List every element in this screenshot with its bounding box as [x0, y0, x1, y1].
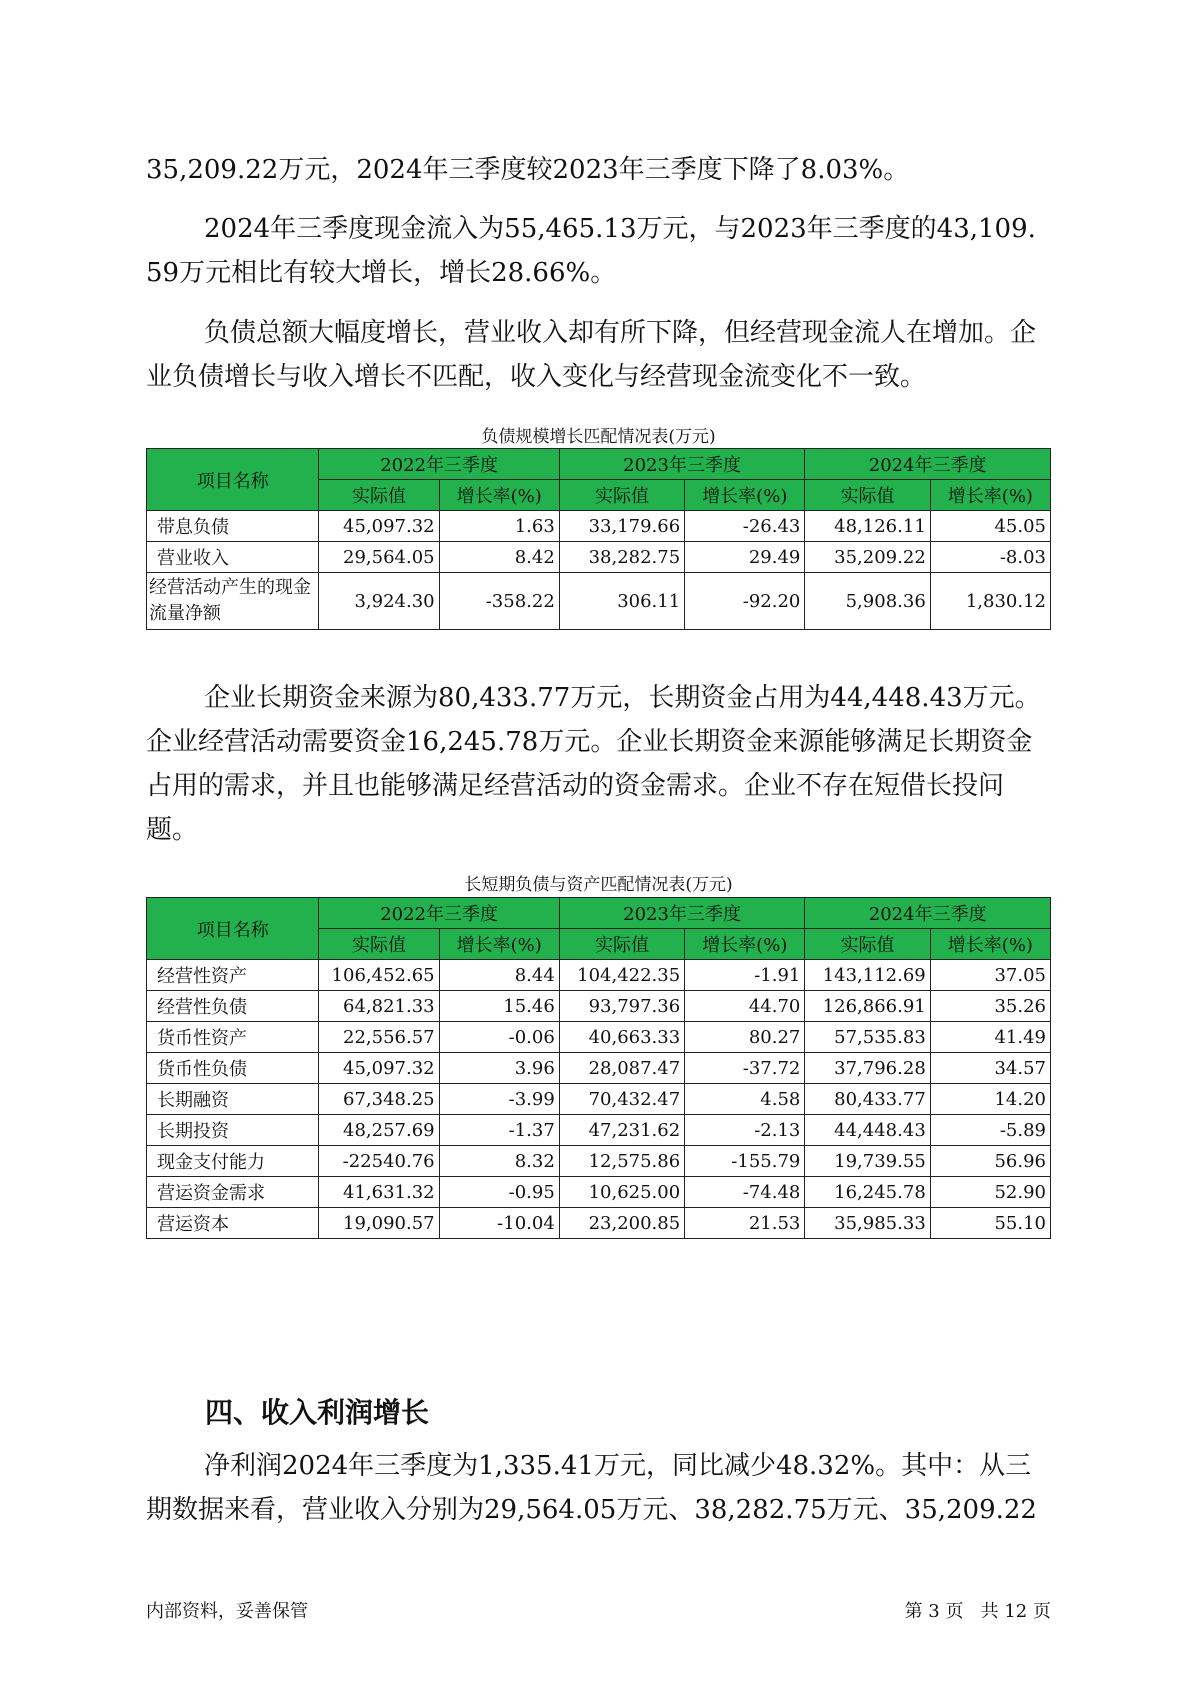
cell-actual-value: 48,257.69: [319, 1115, 439, 1146]
cell-growth-rate: -74.48: [685, 1177, 805, 1208]
cell-actual-value: 35,209.22: [805, 542, 930, 573]
cell-actual-value: 41,631.32: [319, 1177, 439, 1208]
cell-actual-value: 35,985.33: [805, 1208, 930, 1239]
col-header-period: 2024年三季度: [805, 449, 1051, 480]
cell-growth-rate: 55.10: [930, 1208, 1050, 1239]
cell-actual-value: 29,564.05: [319, 542, 439, 573]
cell-growth-rate: 14.20: [930, 1084, 1050, 1115]
col-header-actual: 实际值: [559, 929, 684, 960]
col-header-period: 2023年三季度: [559, 449, 805, 480]
cell-growth-rate: -358.22: [439, 573, 559, 630]
table-row: [147, 511, 1051, 542]
cell-growth-rate: 37.05: [930, 960, 1050, 991]
cell-actual-value: 306.11: [559, 573, 684, 630]
col-header-period: 2023年三季度: [559, 898, 805, 929]
table-row: [147, 542, 1051, 573]
cell-actual-value: 104,422.35: [559, 960, 684, 991]
table2-title: 长短期负债与资产匹配情况表(万元): [464, 875, 733, 895]
row-label: 经营活动产生的现金流量净额: [147, 573, 319, 630]
cell-growth-rate: -26.43: [685, 511, 805, 542]
cell-growth-rate: 21.53: [685, 1208, 805, 1239]
cell-actual-value: 19,739.55: [805, 1146, 930, 1177]
paragraph-net-profit: 净利润2024年三季度为1,335.41万元，同比减少48.32%。其中：从三期数据来看，营业收入分别为29,564.05万元、38,282.75万元、35,209.22: [146, 1451, 1037, 1525]
cell-actual-value: 80,433.77: [805, 1084, 930, 1115]
row-label: 现金支付能力: [147, 1146, 319, 1177]
cell-actual-value: 47,231.62: [559, 1115, 684, 1146]
cell-actual-value: -22540.76: [319, 1146, 439, 1177]
col-header-name: 项目名称: [147, 449, 319, 511]
cell-growth-rate: -3.99: [439, 1084, 559, 1115]
cell-actual-value: 16,245.78: [805, 1177, 930, 1208]
col-header-growth: 增长率(%): [930, 480, 1050, 511]
cell-growth-rate: 52.90: [930, 1177, 1050, 1208]
cell-growth-rate: 1,830.12: [930, 573, 1050, 630]
table-row: [147, 1208, 1051, 1239]
cell-actual-value: 33,179.66: [559, 511, 684, 542]
cell-actual-value: 40,663.33: [559, 1022, 684, 1053]
cell-actual-value: 67,348.25: [319, 1084, 439, 1115]
cell-growth-rate: 4.58: [685, 1084, 805, 1115]
cell-growth-rate: -2.13: [685, 1115, 805, 1146]
cell-growth-rate: -10.04: [439, 1208, 559, 1239]
col-header-growth: 增长率(%): [685, 480, 805, 511]
cell-growth-rate: 29.49: [685, 542, 805, 573]
cell-growth-rate: -37.72: [685, 1053, 805, 1084]
cell-actual-value: 48,126.11: [805, 511, 930, 542]
col-header-period: 2022年三季度: [319, 898, 559, 929]
footer-confidential: 内部资料，妥善保管: [146, 1601, 308, 1622]
cell-growth-rate: -1.37: [439, 1115, 559, 1146]
cell-actual-value: 126,866.91: [805, 991, 930, 1022]
col-header-growth: 增长率(%): [439, 480, 559, 511]
table-row: [147, 1115, 1051, 1146]
row-label: 经营性负债: [147, 991, 319, 1022]
cell-growth-rate: 8.32: [439, 1146, 559, 1177]
cell-growth-rate: 45.05: [930, 511, 1050, 542]
table-row: [147, 1146, 1051, 1177]
table-row: [147, 1022, 1051, 1053]
col-header-actual: 实际值: [319, 929, 439, 960]
col-header-name: 项目名称: [147, 898, 319, 960]
cell-actual-value: 45,097.32: [319, 1053, 439, 1084]
table-row: [147, 960, 1051, 991]
col-header-actual: 实际值: [559, 480, 684, 511]
paragraph-long-term-funds: 企业长期资金来源为80,433.77万元，长期资金占用为44,448.43万元。企业经营活动需要资金16,245.78万元。企业长期资金来源能够满足长期资金占用的需求，并且也能够满足经营活动的资金需求。企业不存在短借长投问题。: [146, 683, 1041, 845]
cell-actual-value: 38,282.75: [559, 542, 684, 573]
table-row: [147, 573, 1051, 630]
table-row: [147, 1177, 1051, 1208]
asset-liability-table: [146, 897, 1051, 1239]
paragraph-revenue-decline: 35,209.22万元，2024年三季度较2023年三季度下降了8.03%。: [146, 155, 910, 185]
cell-growth-rate: -1.91: [685, 960, 805, 991]
cell-actual-value: 23,200.85: [559, 1208, 684, 1239]
cell-growth-rate: 80.27: [685, 1022, 805, 1053]
row-label: 长期融资: [147, 1084, 319, 1115]
footer-page-number: 第 3 页 共 12 页: [904, 1601, 1051, 1622]
cell-actual-value: 106,452.65: [319, 960, 439, 991]
cell-actual-value: 70,432.47: [559, 1084, 684, 1115]
cell-growth-rate: 15.46: [439, 991, 559, 1022]
col-header-growth: 增长率(%): [439, 929, 559, 960]
cell-growth-rate: -0.95: [439, 1177, 559, 1208]
cell-actual-value: 5,908.36: [805, 573, 930, 630]
cell-growth-rate: 34.57: [930, 1053, 1050, 1084]
cell-growth-rate: -8.03: [930, 542, 1050, 573]
row-label: 带息负债: [147, 511, 319, 542]
col-header-actual: 实际值: [319, 480, 439, 511]
cell-actual-value: 12,575.86: [559, 1146, 684, 1177]
cell-actual-value: 64,821.33: [319, 991, 439, 1022]
row-label: 营运资本: [147, 1208, 319, 1239]
cell-actual-value: 3,924.30: [319, 573, 439, 630]
cell-actual-value: 10,625.00: [559, 1177, 684, 1208]
cell-growth-rate: 35.26: [930, 991, 1050, 1022]
row-label: 货币性资产: [147, 1022, 319, 1053]
debt-growth-table: [146, 448, 1051, 630]
paragraph-cash-inflow: 2024年三季度现金流入为55,465.13万元，与2023年三季度的43,109.59万元相比有较大增长，增长28.66%。: [146, 214, 1036, 288]
cell-growth-rate: 8.42: [439, 542, 559, 573]
cell-actual-value: 28,087.47: [559, 1053, 684, 1084]
section-heading: 四、收入利润增长: [205, 1396, 430, 1429]
cell-growth-rate: 44.70: [685, 991, 805, 1022]
cell-growth-rate: -92.20: [685, 573, 805, 630]
col-header-growth: 增长率(%): [685, 929, 805, 960]
cell-actual-value: 19,090.57: [319, 1208, 439, 1239]
cell-actual-value: 143,112.69: [805, 960, 930, 991]
cell-growth-rate: -5.89: [930, 1115, 1050, 1146]
cell-actual-value: 45,097.32: [319, 511, 439, 542]
row-label: 经营性资产: [147, 960, 319, 991]
col-header-period: 2022年三季度: [319, 449, 559, 480]
row-label: 长期投资: [147, 1115, 319, 1146]
cell-actual-value: 44,448.43: [805, 1115, 930, 1146]
cell-actual-value: 22,556.57: [319, 1022, 439, 1053]
table-row: [147, 1053, 1051, 1084]
col-header-period: 2024年三季度: [805, 898, 1051, 929]
table1-title: 负债规模增长匹配情况表(万元): [481, 427, 716, 447]
cell-growth-rate: 3.96: [439, 1053, 559, 1084]
cell-growth-rate: 56.96: [930, 1146, 1050, 1177]
table-row: [147, 991, 1051, 1022]
cell-actual-value: 93,797.36: [559, 991, 684, 1022]
cell-growth-rate: 8.44: [439, 960, 559, 991]
col-header-actual: 实际值: [805, 929, 930, 960]
cell-growth-rate: 1.63: [439, 511, 559, 542]
row-label: 营业收入: [147, 542, 319, 573]
cell-actual-value: 57,535.83: [805, 1022, 930, 1053]
row-label: 货币性负债: [147, 1053, 319, 1084]
cell-growth-rate: -155.79: [685, 1146, 805, 1177]
col-header-growth: 增长率(%): [930, 929, 1050, 960]
paragraph-debt-mismatch: 负债总额大幅度增长，营业收入却有所下降，但经营现金流人在增加。企业负债增长与收入增长不匹配，收入变化与经营现金流变化不一致。: [146, 318, 1037, 392]
cell-growth-rate: 41.49: [930, 1022, 1050, 1053]
cell-growth-rate: -0.06: [439, 1022, 559, 1053]
table-row: [147, 1084, 1051, 1115]
cell-actual-value: 37,796.28: [805, 1053, 930, 1084]
row-label: 营运资金需求: [147, 1177, 319, 1208]
col-header-actual: 实际值: [805, 480, 930, 511]
